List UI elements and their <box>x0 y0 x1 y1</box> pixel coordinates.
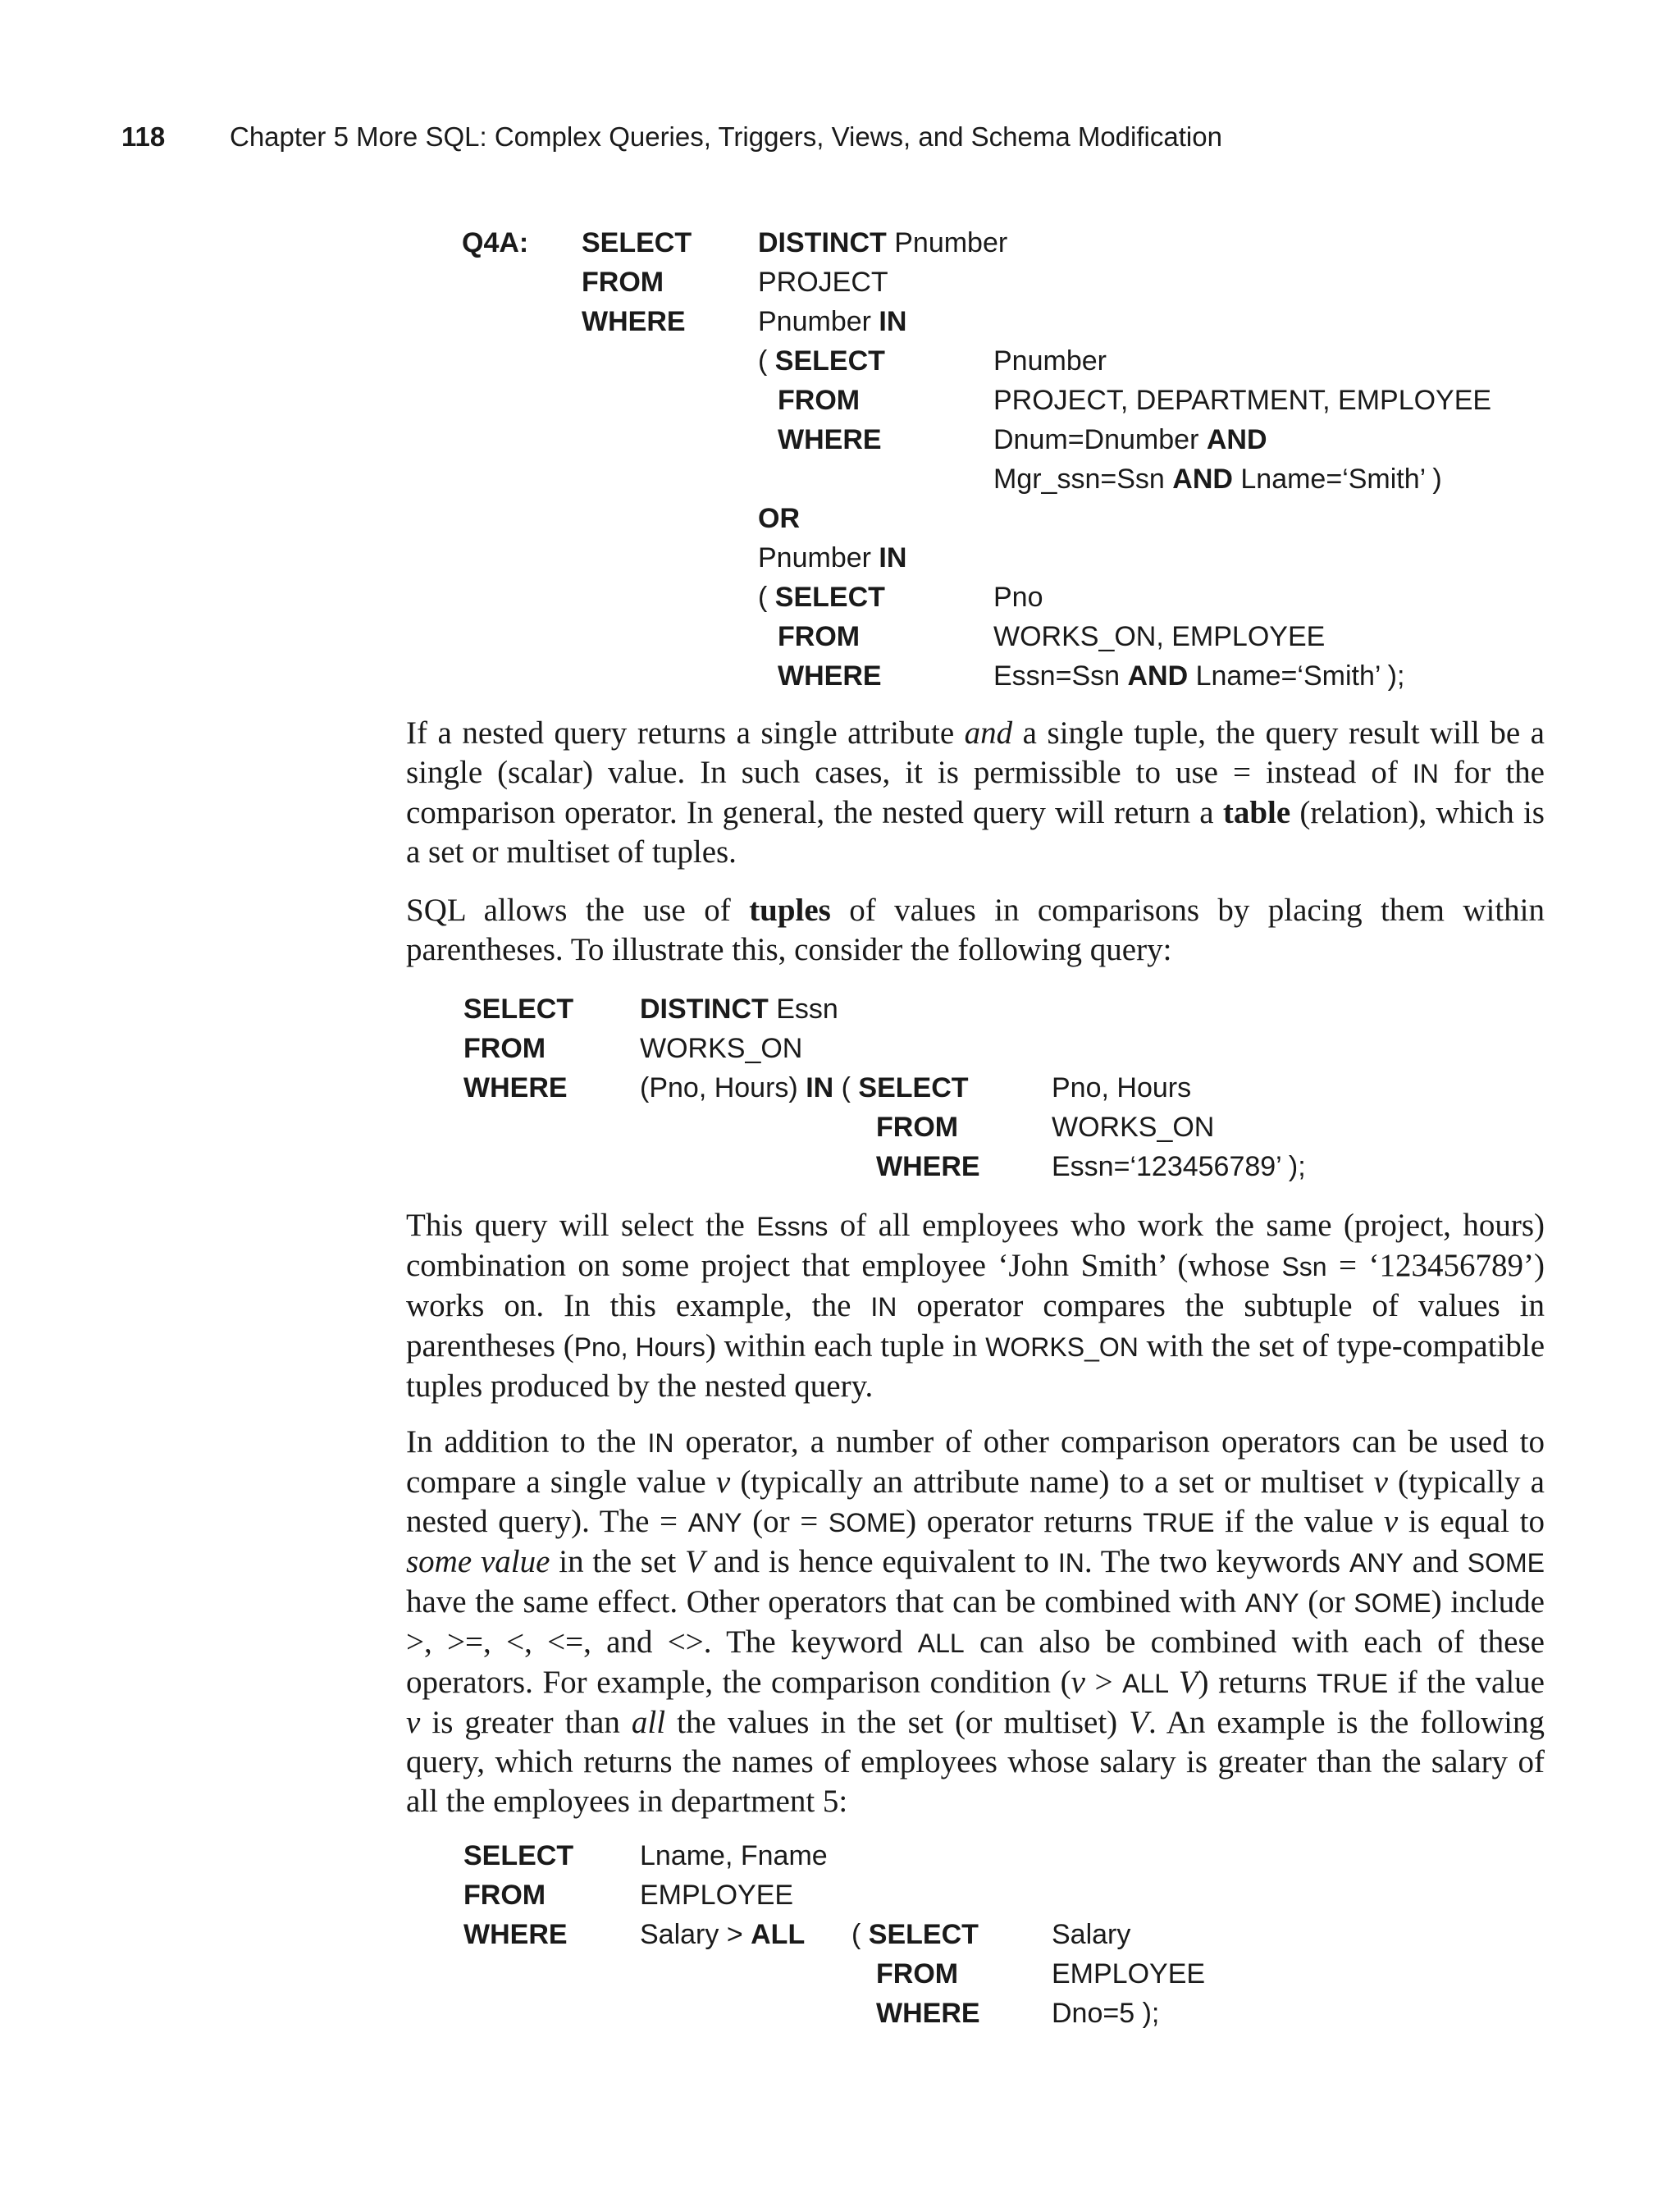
subquery-1-from-keyword: FROM <box>778 385 861 416</box>
subquery-2-from-keyword: FROM <box>778 621 861 652</box>
subquery-1-select <box>758 341 885 381</box>
all-keyword: ALL <box>751 1919 806 1950</box>
select-keyword: SELECT <box>868 1919 979 1950</box>
tuple-text: (Pno, Hours) <box>640 1072 806 1103</box>
where-condition <box>640 1915 805 1954</box>
subquery-2-select-value: Pno <box>993 582 1043 613</box>
select-attribute: Essn <box>768 994 838 1025</box>
page-number: 118 <box>121 121 166 152</box>
paragraph-comparison-operators: In addition to the IN operator, a number of other comparison operators can be used to compare a single value v (typically an attribute name) to a set or multiset v (typically a nested query). The = ANY (or = SOME) operator returns TRUE if the value v is equal to some value in the set V and is hence equivalent to IN. The two keywords ANY and SOME have the same effect. Other operators that can be combined with ANY (or SOME) include >, >=, <, <=, and <>. The keyword ALL can also be combined with each of these operators. For example, the comparison condition (v > ALL V) returns TRUE if the value v is greater than all the values in the set (or multiset) V. An example is the following query, which returns the names of employees whose salary is greater than the salary of all the employees in department 5: <box>406 1424 1545 1819</box>
where-condition-2 <box>758 538 906 578</box>
subquery-where-keyword: WHERE <box>876 1151 980 1182</box>
select-clause <box>758 223 1007 263</box>
from-keyword: FROM <box>463 1033 546 1064</box>
subquery-1-where-keyword: WHERE <box>778 424 882 455</box>
distinct-keyword: DISTINCT <box>758 227 887 258</box>
query-label: Q4A: <box>462 227 529 258</box>
and-keyword: AND <box>1127 660 1189 692</box>
subquery-from-keyword: FROM <box>876 1958 959 1990</box>
attribute-name: Pnumber <box>758 306 879 337</box>
from-keyword: FROM <box>463 1880 546 1911</box>
distinct-keyword: DISTINCT <box>640 994 769 1025</box>
select-attribute: Pnumber <box>886 227 1008 258</box>
attribute-name: Pnumber <box>758 542 879 573</box>
paragraph-query-explanation: This query will select the Essns of all employees who work the same (project, hours) combination on some project that employee ‘John Smith’ (whose Ssn = ‘123456789’) works on. In this example, the IN operator compares the subtuple of values in parentheses (Pno, Hours) within each tuple in WORKS_ON with the set of type-compatible tuples produced by the nested query. <box>406 1208 1545 1404</box>
select-keyword: SELECT <box>858 1072 969 1103</box>
where-condition <box>640 1068 969 1108</box>
select-clause <box>640 989 838 1029</box>
from-keyword: FROM <box>582 267 664 298</box>
condition-text: Essn=Ssn <box>993 660 1128 692</box>
subquery-1-from-value: PROJECT, DEPARTMENT, EMPLOYEE <box>993 385 1492 416</box>
subquery-from-keyword: FROM <box>876 1112 959 1143</box>
in-keyword: IN <box>879 542 907 573</box>
select-keyword: SELECT <box>463 994 574 1025</box>
subquery-2-where-keyword: WHERE <box>778 660 882 692</box>
condition-text: Dnum=Dnumber <box>993 424 1207 455</box>
subquery-1-where-value-a <box>993 420 1267 459</box>
select-keyword: SELECT <box>774 582 885 613</box>
subquery-select-value: Pno, Hours <box>1052 1072 1192 1103</box>
running-header <box>0 121 1680 162</box>
open-paren: ( <box>851 1919 869 1950</box>
subquery-2-from-value: WORKS_ON, EMPLOYEE <box>993 621 1326 652</box>
subquery-2-select <box>758 578 885 617</box>
paragraph-scalar-subquery: If a nested query returns a single attribute and a single tuple, the query result will be a single (scalar) value. In such cases, it is permissible to use = instead of IN for the comparison operator. In general, the nested query will return a table (relation), which is a set or multiset of tuples. <box>406 715 1545 870</box>
condition-text: Mgr_ssn=Ssn <box>993 464 1173 495</box>
where-keyword: WHERE <box>463 1072 568 1103</box>
subquery-select-value: Salary <box>1052 1919 1131 1950</box>
select-keyword: SELECT <box>582 227 692 258</box>
subquery-where-value: Dno=5 ); <box>1052 1998 1160 2029</box>
and-keyword: AND <box>1206 424 1267 455</box>
select-keyword: SELECT <box>774 345 885 377</box>
paragraph-tuples: SQL allows the use of tuples of values in comparisons by placing them within parentheses. To illustrate this, consider the following query: <box>406 893 1545 967</box>
condition-text: Lname=‘Smith’ ); <box>1188 660 1405 692</box>
and-keyword: AND <box>1172 464 1233 495</box>
condition-text: Lname=‘Smith’ ) <box>1232 464 1442 495</box>
open-paren: ( <box>758 582 775 613</box>
in-keyword: IN <box>806 1072 834 1103</box>
or-keyword: OR <box>758 503 800 534</box>
select-attributes: Lname, Fname <box>640 1840 828 1871</box>
from-table: EMPLOYEE <box>640 1880 794 1911</box>
query-all-operator <box>0 1836 1680 2041</box>
running-title: Chapter 5 More SQL: Complex Queries, Triggers, Views, and Schema Modification <box>230 121 1222 152</box>
open-paren: ( <box>758 345 775 377</box>
subquery-select <box>851 1915 979 1954</box>
subquery-2-where-value <box>993 656 1404 696</box>
in-keyword: IN <box>879 306 907 337</box>
query-q4a <box>0 223 1680 699</box>
open-paren: ( <box>833 1072 859 1103</box>
subquery-from-value: WORKS_ON <box>1052 1112 1215 1143</box>
subquery-from-value: EMPLOYEE <box>1052 1958 1206 1990</box>
where-keyword: WHERE <box>582 306 686 337</box>
subquery-1-where-value-b <box>993 459 1442 499</box>
query-tuple-comparison <box>0 989 1680 1182</box>
from-table: PROJECT <box>758 267 888 298</box>
where-keyword: WHERE <box>463 1919 568 1950</box>
from-table: WORKS_ON <box>640 1033 803 1064</box>
subquery-where-value: Essn=‘123456789’ ); <box>1052 1151 1306 1182</box>
subquery-where-keyword: WHERE <box>876 1998 980 2029</box>
select-keyword: SELECT <box>463 1840 574 1871</box>
subquery-1-select-value: Pnumber <box>993 345 1107 377</box>
where-condition-1 <box>758 302 906 341</box>
condition-text: Salary > <box>640 1919 751 1950</box>
